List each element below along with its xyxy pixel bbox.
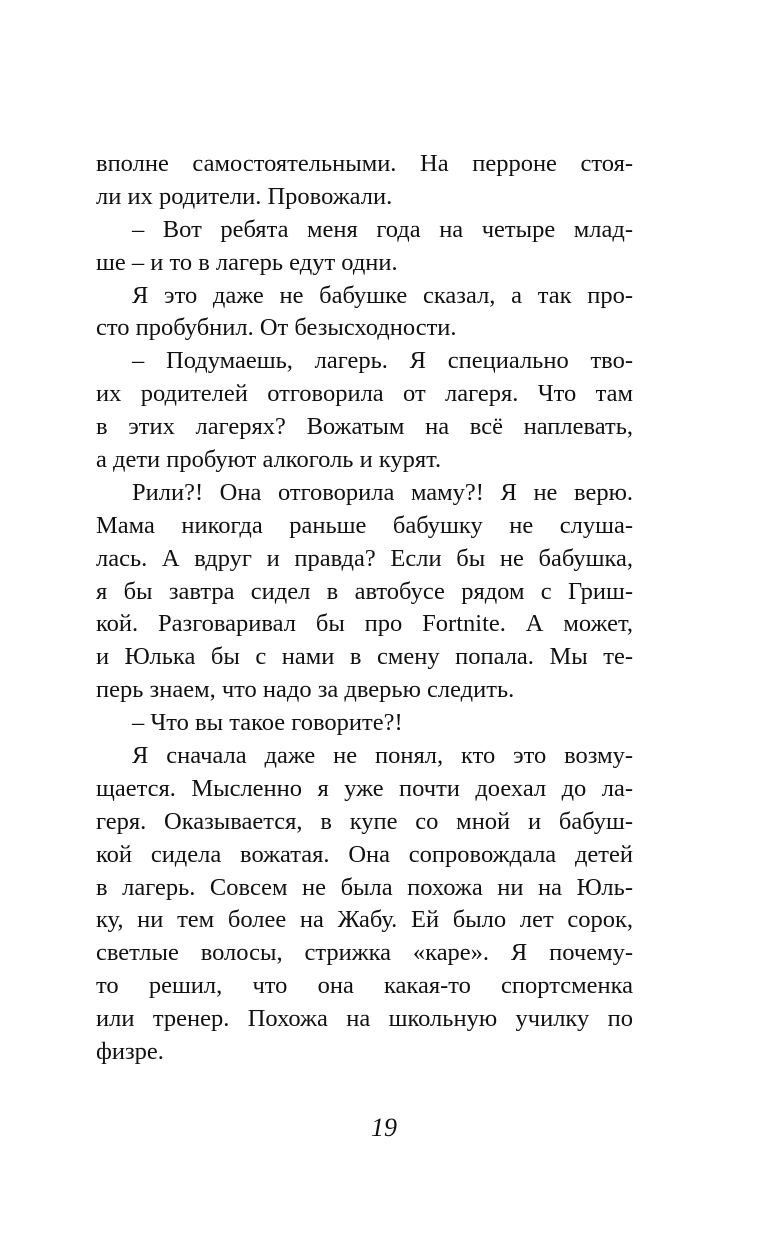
text-line: их родителей отговорила от лагеря. Что там: [96, 380, 633, 408]
text-line: в этих лагерях? Вожатым на всё наплевать,: [96, 413, 633, 441]
text-line: ше – и то в лагерь едут одни.: [96, 248, 398, 276]
text-line: ку, ни тем более на Жабу. Ей было лет сорок,: [96, 906, 633, 934]
text-line: кой. Разговаривал бы про Fortnite. А может,: [96, 610, 633, 638]
text-line: и Юлька бы с нами в смену попала. Мы те-: [96, 643, 633, 671]
paragraph-start-line: Я сначала даже не понял, кто это возму-: [132, 742, 633, 770]
text-line: лась. А вдруг и правда? Если бы не бабушка,: [96, 544, 633, 572]
text-line: щается. Мысленно я уже почти доехал до ла-: [96, 774, 633, 802]
text-line: сто пробубнил. От безысходности.: [96, 314, 457, 342]
text-line: перь знаем, что надо за дверью следить.: [96, 676, 515, 704]
text-line: кой сидела вожатая. Она сопровождала детей: [96, 840, 633, 868]
body-text: [96, 148, 633, 1069]
text-line: физре.: [96, 1038, 164, 1066]
text-line: светлые волосы, стрижка «каре». Я почему-: [96, 939, 633, 967]
text-line: или тренер. Похожа на школьную училку по: [96, 1005, 633, 1033]
text-line: а дети пробуют алкоголь и курят.: [96, 446, 442, 474]
paragraph-start-line: Я это даже не бабушке сказал, а так про-: [132, 281, 633, 309]
text-line: я бы завтра сидел в автобусе рядом с Гриш-: [96, 577, 633, 605]
text-line: то решил, что она какая-то спортсменка: [96, 972, 633, 1000]
dialogue-line: – Вот ребята меня года на четыре млад-: [132, 215, 633, 243]
page-number: 19: [371, 1113, 397, 1142]
dialogue-line: – Что вы такое говорите?!: [132, 709, 403, 737]
text-line: геря. Оказывается, в купе со мной и бабуш-: [96, 807, 633, 835]
text-line: ли их родители. Провожали.: [96, 182, 393, 210]
paragraph-start-line: Рили?! Она отговорила маму?! Я не верю.: [132, 478, 633, 506]
text-line: вполне самостоятельными. На перроне стоя-: [96, 150, 633, 177]
dialogue-line: – Подумаешь, лагерь. Я специально тво-: [132, 347, 633, 375]
text-line: в лагерь. Совсем не была похожа ни на Юль-: [96, 873, 633, 901]
text-line: Мама никогда раньше бабушку не слуша-: [96, 511, 633, 539]
